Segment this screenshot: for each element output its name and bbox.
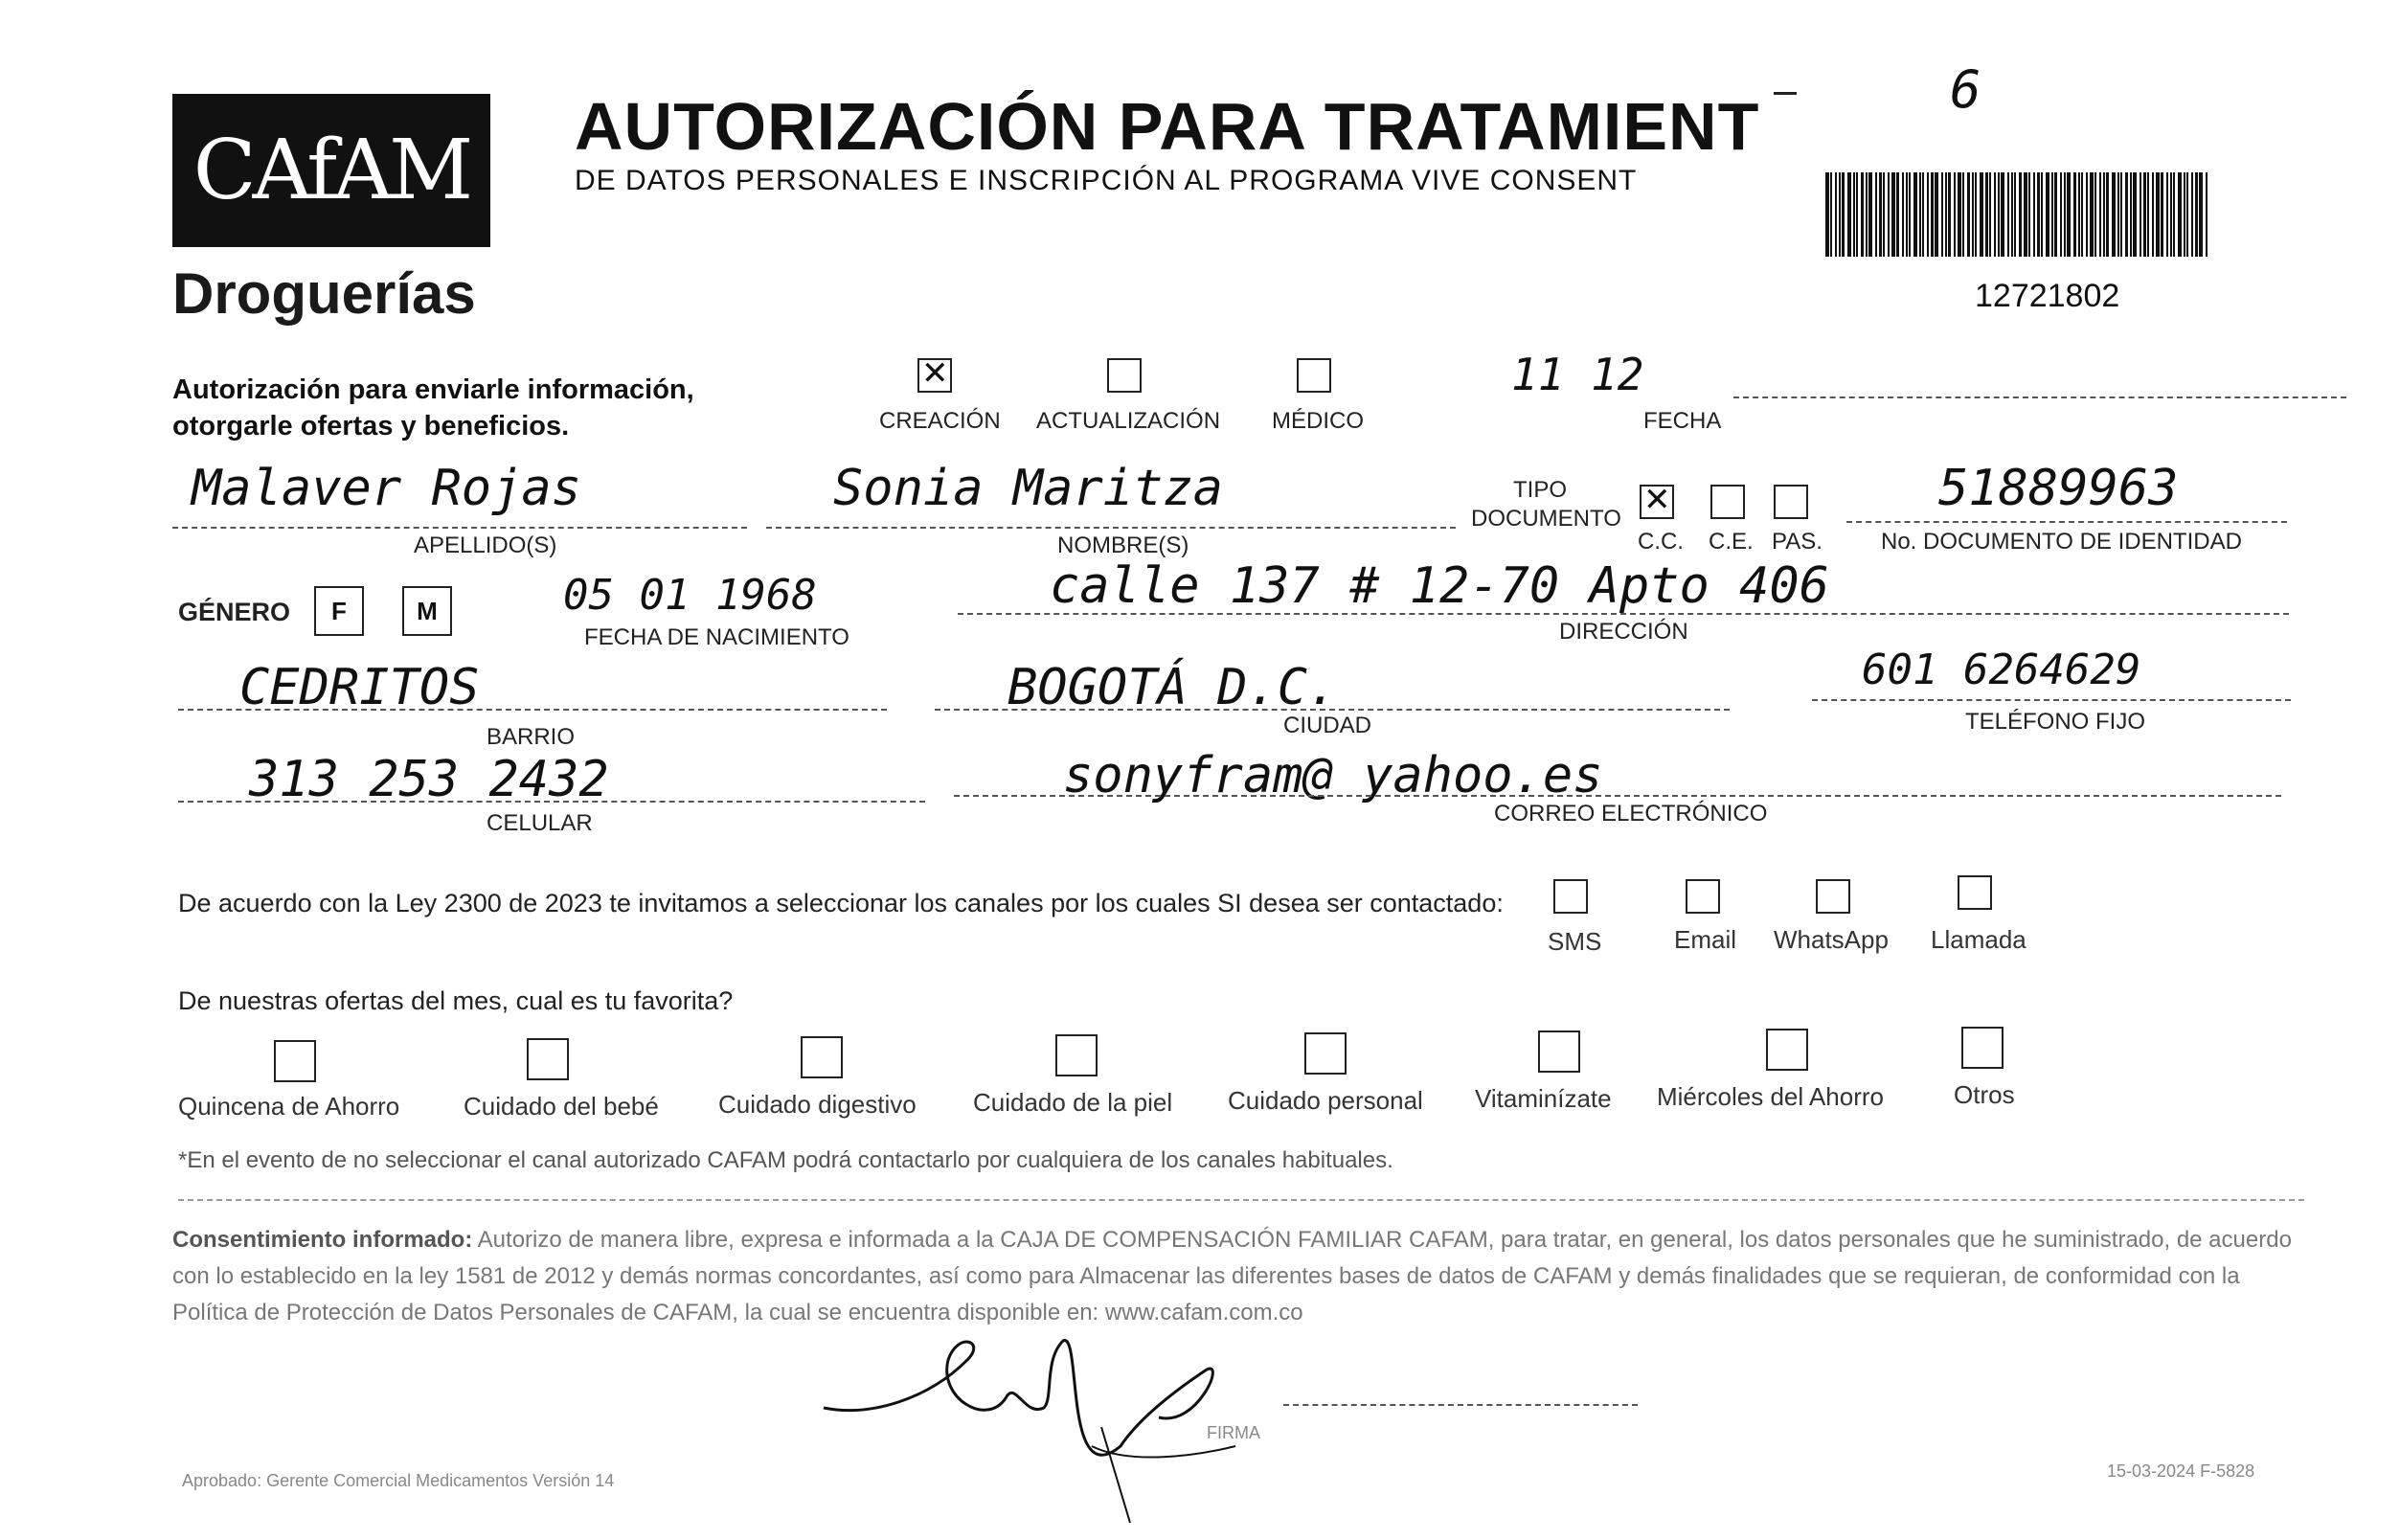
barcode-bar — [1861, 172, 1864, 257]
barcode-bar — [1922, 172, 1924, 257]
signature[interactable] — [814, 1302, 1293, 1532]
barcode-bar — [2125, 172, 2128, 257]
barcode-bar — [2140, 172, 2141, 257]
barcode-bar — [1891, 172, 1895, 257]
barcode-bar — [1825, 172, 1829, 257]
barcode-bar — [2046, 172, 2049, 257]
barcode-bar — [1958, 172, 1961, 257]
celular-line — [178, 801, 925, 803]
cc-checkbox[interactable] — [1640, 485, 1674, 519]
celular-label: CELULAR — [487, 810, 593, 836]
medico-label: MÉDICO — [1272, 408, 1364, 434]
barcode-bar — [2067, 172, 2071, 257]
barcode-bar — [2060, 172, 2062, 257]
title-dash — [1774, 92, 1797, 95]
correo-label: CORREO ELECTRÓNICO — [1494, 801, 1768, 827]
channels-question: De acuerdo con la Ley 2300 de 2023 te invitamos a seleccionar los canales por los cuales SI desea ser contactado: — [178, 889, 1504, 917]
creacion-label: CREACIÓN — [879, 408, 1001, 434]
celular-value[interactable]: 313 253 2432 — [249, 751, 609, 808]
barcode-bar — [2143, 172, 2146, 257]
ce-label: C.E. — [1709, 529, 1754, 555]
doc-number-line — [1846, 521, 2287, 523]
signature-label: FIRMA — [1207, 1423, 1260, 1442]
barcode-bar — [1853, 172, 1855, 257]
barcode-bar — [1913, 172, 1917, 257]
barcode-bar — [1941, 172, 1943, 257]
barcode-bar — [2206, 172, 2208, 257]
email-checkbox[interactable] — [1686, 879, 1720, 914]
tipo-doc-label-1: TIPO — [1513, 477, 1568, 503]
barcode-bar — [1896, 172, 1899, 257]
brand-subtitle: Droguerías — [172, 261, 476, 326]
barcode-bar — [2170, 172, 2172, 257]
barcode-bar — [2120, 172, 2122, 257]
barcode-bar — [2103, 172, 2105, 257]
nacimiento-label: FECHA DE NACIMIENTO — [584, 624, 849, 650]
offer-piel-checkbox[interactable] — [1055, 1034, 1098, 1076]
barcode-bar — [1948, 172, 1951, 257]
whatsapp-checkbox[interactable] — [1816, 879, 1850, 914]
corner-handwritten-mark: 6 — [1950, 59, 1981, 120]
barcode-bar — [1879, 172, 1882, 257]
barcode-bar — [2178, 172, 2182, 257]
ciudad-label: CIUDAD — [1283, 713, 1372, 738]
cafam-logo: CAfAM — [172, 94, 490, 247]
barcode-bar — [1985, 172, 1988, 257]
offer-piel-label: Cuidado de la piel — [973, 1088, 1173, 1117]
barcode-bar — [1883, 172, 1885, 257]
barcode-bar — [2199, 172, 2203, 257]
cc-label: C.C. — [1638, 529, 1684, 555]
direccion-value[interactable]: calle 137 # 12-70 Apto 406 — [1050, 557, 1829, 615]
tipo-doc-label-2: DOCUMENTO — [1471, 506, 1621, 532]
barcode-bar — [1909, 172, 1911, 257]
barcode-bar — [1975, 172, 1977, 257]
barcode-bar — [2028, 172, 2030, 257]
llamada-label: Llamada — [1931, 925, 2026, 954]
barcode-bar — [1835, 172, 1837, 257]
barcode-bar — [2037, 172, 2040, 257]
barcode-bar — [1888, 172, 1890, 257]
barcode-bar — [1954, 172, 1956, 257]
ce-checkbox[interactable] — [1710, 485, 1745, 519]
genero-f-box[interactable]: F — [314, 586, 364, 636]
auth-heading: Autorización para enviarle información, otorgarle ofertas y beneficios. — [172, 374, 694, 442]
barcode-bar — [2184, 172, 2185, 257]
barcode-number: 12721802 — [1975, 278, 2120, 314]
apellidos-value[interactable]: Malaver Rojas — [192, 460, 581, 517]
barcode-bar — [2078, 172, 2080, 257]
barcode-bar — [2112, 172, 2116, 257]
barcode-bar — [2133, 172, 2137, 257]
correo-value[interactable]: sonyfram@ yahoo.es — [1063, 747, 1603, 804]
barcode-bar — [2166, 172, 2168, 257]
footer-code: 15-03-2024 F-5828 — [2107, 1461, 2255, 1481]
apellidos-label: APELLIDO(S) — [414, 532, 557, 558]
offer-vitaminizate-checkbox[interactable] — [1538, 1030, 1580, 1073]
telefono-line — [1812, 699, 2291, 701]
barcode-bar — [2014, 172, 2016, 257]
barcode-bar — [2019, 172, 2022, 257]
barcode-bar — [1906, 172, 1908, 257]
nombres-label: NOMBRE(S) — [1057, 532, 1189, 558]
nombres-value[interactable]: Sonia Maritza — [833, 460, 1223, 517]
offer-otros-label: Otros — [1954, 1080, 2015, 1109]
barcode-bar — [1931, 172, 1934, 257]
barcode-bar — [2011, 172, 2013, 257]
actualizacion-label: ACTUALIZACIÓN — [1036, 408, 1221, 434]
sms-checkbox[interactable] — [1553, 879, 1588, 914]
section-divider — [178, 1199, 2304, 1201]
offer-bebe-checkbox[interactable] — [527, 1038, 569, 1080]
barcode-bar — [1967, 172, 1970, 257]
barcode-bar — [2024, 172, 2027, 257]
actualizacion-checkbox[interactable] — [1107, 358, 1142, 393]
ciudad-value[interactable]: BOGOTÁ D.C. — [1008, 659, 1338, 716]
barcode-bar — [1935, 172, 1938, 257]
barcode-bar — [2054, 172, 2057, 257]
barcode-bar — [1830, 172, 1832, 257]
direccion-label: DIRECCIÓN — [1559, 619, 1688, 645]
barcode-bar — [1856, 172, 1858, 257]
barcode-bar — [2106, 172, 2109, 257]
offer-otros-checkbox[interactable] — [1961, 1027, 2004, 1069]
whatsapp-label: WhatsApp — [1774, 925, 1889, 954]
barcode-bar — [1962, 172, 1964, 257]
barcode — [1825, 172, 2212, 257]
genero-label: GÉNERO — [178, 598, 291, 626]
pas-checkbox[interactable] — [1774, 485, 1808, 519]
offer-miercoles-checkbox[interactable] — [1766, 1029, 1808, 1071]
barrio-value[interactable]: CEDRITOS — [239, 659, 480, 716]
barcode-bar — [2147, 172, 2149, 257]
barcode-bar — [2152, 172, 2154, 257]
barcode-bar — [2191, 172, 2193, 257]
barcode-bar — [1994, 172, 1996, 257]
telefono-label: TELÉFONO FIJO — [1965, 709, 2146, 735]
direccion-line — [958, 613, 2289, 615]
ciudad-line — [935, 709, 1730, 711]
barcode-bar — [2007, 172, 2009, 257]
barrio-line — [178, 709, 887, 711]
llamada-checkbox[interactable] — [1958, 875, 1992, 910]
barcode-bar — [1866, 172, 1868, 257]
barcode-bar — [1875, 172, 1877, 257]
barcode-bar — [2195, 172, 2198, 257]
barcode-bar — [1972, 172, 1974, 257]
barcode-bar — [1842, 172, 1845, 257]
barcode-bar — [2161, 172, 2163, 257]
barcode-bar — [2081, 172, 2083, 257]
form-title: AUTORIZACIÓN PARA TRATAMIENT — [575, 89, 1760, 164]
doc-number-value[interactable]: 51889963 — [1938, 460, 2179, 517]
channel-note: *En el evento de no seleccionar el canal autorizado CAFAM podrá contactarlo por cualquiera de los canales habituales. — [178, 1147, 1393, 1173]
doc-number-label: No. DOCUMENTO DE IDENTIDAD — [1881, 529, 2242, 555]
offer-quincena-label: Quincena de Ahorro — [178, 1092, 400, 1121]
barcode-bar — [2156, 172, 2160, 257]
barcode-bar — [2173, 172, 2175, 257]
correo-line — [954, 795, 2281, 797]
barcode-bar — [1868, 172, 1872, 257]
nombres-line — [766, 527, 1456, 529]
offer-vitaminizate-label: Vitaminízate — [1475, 1084, 1612, 1113]
barcode-bar — [2186, 172, 2188, 257]
barcode-bar — [2051, 172, 2053, 257]
barcode-bar — [1847, 172, 1851, 257]
offer-digestivo-checkbox[interactable] — [801, 1036, 843, 1078]
barcode-bar — [2130, 172, 2132, 257]
medico-checkbox[interactable] — [1297, 358, 1331, 393]
apellidos-line — [172, 527, 747, 529]
offers-question: De nuestras ofertas del mes, cual es tu favorita? — [178, 986, 734, 1015]
barcode-bar — [1980, 172, 1983, 257]
fecha-line — [1733, 396, 2346, 398]
barcode-bar — [1919, 172, 1921, 257]
barcode-bar — [2086, 172, 2088, 257]
consent-text: Autorizo de manera libre, expresa e informada a la CAJA DE COMPENSACIÓN FAMILIAR CAFAM, para tratar, en general, los datos personales que he suministrado, de acuerdo con lo establecido en la ley 1581 de 2012 y demás normas concordantes, así como para Almacenar las diferentes bases de datos de CAFAM y demás finalidades que se requieran, de conformidad con la Política de Protección de Datos Personales de CAFAM, la cual se encuentra disponible en: www.cafam.com.co — [172, 1227, 2292, 1325]
barrio-label: BARRIO — [487, 724, 576, 750]
sms-label: SMS — [1548, 927, 1602, 956]
barcode-bar — [2099, 172, 2101, 257]
creacion-checkbox[interactable] — [917, 358, 952, 393]
email-label: Email — [1674, 925, 1737, 954]
form-subtitle: DE DATOS PERSONALES E INSCRIPCIÓN AL PROGRAMA VIVE CONSENT — [575, 165, 1638, 196]
telefono-value[interactable]: 601 6264629 — [1862, 645, 2141, 694]
offer-personal-checkbox[interactable] — [1304, 1032, 1347, 1075]
barcode-bar — [2094, 172, 2096, 257]
pas-label: PAS. — [1772, 529, 1823, 555]
barcode-bar — [1989, 172, 1991, 257]
offer-miercoles-label: Miércoles del Ahorro — [1657, 1082, 1884, 1111]
barcode-bar — [2090, 172, 2094, 257]
barcode-bar — [2001, 172, 2004, 257]
barcode-bar — [2117, 172, 2119, 257]
barcode-bar — [2073, 172, 2076, 257]
nacimiento-value[interactable]: 05 01 1968 — [563, 571, 817, 620]
consent-lead: Consentimiento informado: — [172, 1227, 473, 1253]
genero-m-box[interactable]: M — [402, 586, 452, 636]
barcode-bar — [2041, 172, 2043, 257]
offer-digestivo-label: Cuidado digestivo — [718, 1090, 917, 1119]
barcode-bar — [2033, 172, 2035, 257]
barcode-bar — [1839, 172, 1841, 257]
signature-line — [1283, 1404, 1638, 1406]
offer-bebe-label: Cuidado del bebé — [464, 1092, 659, 1121]
fecha-label: FECHA — [1643, 408, 1722, 434]
barcode-bar — [1998, 172, 2000, 257]
barcode-bar — [2064, 172, 2066, 257]
barcode-bar — [1945, 172, 1947, 257]
footer-approval: Aprobado: Gerente Comercial Medicamentos Versión 14 — [182, 1471, 615, 1490]
offer-quincena-checkbox[interactable] — [274, 1040, 316, 1082]
barcode-bar — [1927, 172, 1929, 257]
barcode-bar — [1902, 172, 1904, 257]
offer-personal-label: Cuidado personal — [1228, 1086, 1423, 1115]
fecha-value[interactable]: 11 12 — [1511, 349, 1644, 400]
